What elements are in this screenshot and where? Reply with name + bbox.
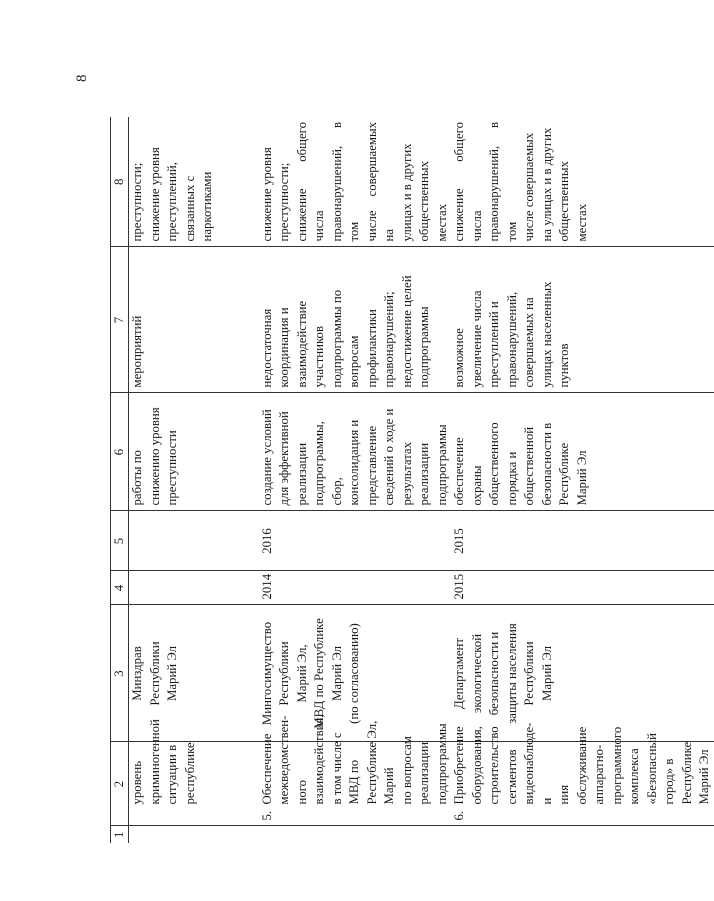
cell-line: для эффективной xyxy=(277,411,291,506)
cell-line: совершаемых на xyxy=(522,297,536,388)
cell-line: реализации xyxy=(294,442,309,506)
cell-indicator-link xyxy=(451,117,714,247)
row-number: 6. xyxy=(452,810,466,821)
cell-line: преступлений, xyxy=(165,162,179,242)
row-number xyxy=(129,805,199,821)
executor-line: МВД по Республике xyxy=(312,618,326,729)
cell-line: в том числе с xyxy=(329,732,344,805)
cell-line: взаимодействия, xyxy=(312,714,326,805)
cell-line: снижению уровня xyxy=(147,407,162,506)
cell-end-year: 2015 xyxy=(451,511,714,571)
cell-line: преступности xyxy=(165,430,179,506)
cell-indicator-link xyxy=(259,117,452,247)
cell-line: снижение общего числа xyxy=(294,122,326,242)
measure-text xyxy=(451,723,714,805)
cell-line: правонарушений; xyxy=(382,291,396,388)
executor-line: Марий Эл xyxy=(165,645,179,702)
cell-line: мероприятий xyxy=(130,315,144,388)
cell-line: охраны xyxy=(469,465,484,506)
header-cell: 6 xyxy=(111,393,129,511)
cell-line: ного xyxy=(294,779,309,805)
cell-line: на улицах и в других xyxy=(539,127,554,242)
cell-index xyxy=(129,826,259,843)
cell-line: правонарушений, в том xyxy=(487,122,519,242)
cell-measure xyxy=(451,722,714,826)
cell-line: преступности; xyxy=(130,162,144,242)
executor-line: Марий Эл, xyxy=(294,644,309,703)
cell-start-year: 2014 xyxy=(259,571,452,605)
executor-line: Мингосимущество xyxy=(259,621,274,726)
cell-line: возможное xyxy=(452,328,466,388)
cell-line: город» в xyxy=(662,758,676,805)
executor-line: Минздрав xyxy=(130,646,144,701)
cell-line: сбор, xyxy=(329,477,344,506)
cell-line: числе совершаемых на xyxy=(364,122,396,242)
cell-line: профилактики xyxy=(364,309,379,388)
cell-line: пунктов xyxy=(557,343,571,388)
executor-line: защиты населения xyxy=(504,623,519,724)
cell-line: снижение уровня xyxy=(259,147,274,242)
header-cell: 5 xyxy=(111,511,129,571)
cell-line: недостаточная xyxy=(259,308,274,388)
cell-line: Республике xyxy=(679,741,694,805)
cell-line: представление xyxy=(364,425,379,506)
cell-line: преступлений и xyxy=(487,301,501,388)
measure-text xyxy=(129,719,199,804)
cell-line: сегментов xyxy=(504,749,519,805)
cell-line: наркотиками xyxy=(200,171,214,242)
cell-index xyxy=(259,826,452,843)
cell-line: обслуживание xyxy=(574,726,589,805)
cell-line: Марий Эл xyxy=(574,450,589,506)
cell-line: улицах населенных xyxy=(539,281,554,388)
table-row xyxy=(259,117,452,843)
cell-line: участников xyxy=(312,326,326,388)
cell-line: МВД по xyxy=(347,759,361,805)
cell-line: видеонаблюде- и xyxy=(522,722,554,805)
cell-line: обеспечение xyxy=(452,437,466,506)
cell-line: общественного xyxy=(487,422,501,506)
cell-line: Марий xyxy=(382,767,396,805)
header-cell: 7 xyxy=(111,247,129,393)
header-cell: 2 xyxy=(111,742,129,826)
executor-line: (по согласованию) xyxy=(347,623,361,724)
cell-expected-result xyxy=(129,393,259,511)
table-row xyxy=(451,117,714,843)
cell-executor xyxy=(451,605,714,742)
cell-line: Приобретение xyxy=(452,726,466,805)
cell-measure xyxy=(129,719,259,826)
cell-consequences xyxy=(129,247,259,393)
cell-line: правонарушений, xyxy=(504,291,519,388)
cell-line: Обеспечение xyxy=(259,733,274,805)
cell-line: результатах xyxy=(399,441,414,506)
cell-line: недостижение целей xyxy=(399,275,414,388)
cell-line: аппаратно- xyxy=(592,744,606,805)
cell-start-year: 2015 xyxy=(451,571,714,605)
header-cell: 4 xyxy=(111,571,129,605)
cell-line: правонарушений, в том xyxy=(329,122,361,242)
executor-line: Департамент xyxy=(452,638,466,709)
cell-line: подпрограммы xyxy=(434,424,449,506)
cell-expected-result xyxy=(451,393,714,511)
cell-measure xyxy=(259,714,452,826)
executor-line: Республики xyxy=(522,641,536,706)
cell-line: Республике xyxy=(557,442,571,506)
cell-line: увеличение числа xyxy=(469,290,484,388)
cell-indicator-link xyxy=(129,117,259,247)
cell-end-year: 2016 xyxy=(259,511,452,571)
cell-line: комплекса xyxy=(627,748,641,805)
table-row xyxy=(129,117,259,843)
cell-consequences xyxy=(451,247,714,393)
cell-line: общественных местах xyxy=(557,161,589,242)
header-cell: 8 xyxy=(111,117,129,247)
executor-line: Республики xyxy=(277,641,291,706)
executor-line: Марий Эл xyxy=(329,645,344,702)
cell-line: подпрограммы xyxy=(417,306,431,388)
row-number: 5. xyxy=(259,810,274,821)
cell-line: «Безопасный xyxy=(644,733,659,805)
cell-line: консолидация и xyxy=(347,419,361,506)
cell-line: улицах и в других xyxy=(399,143,414,242)
cell-line: по вопросам xyxy=(399,736,414,805)
cell-end-year xyxy=(129,511,259,571)
cell-line: оборудования, xyxy=(469,726,484,805)
cell-line: реализации xyxy=(417,741,431,805)
cell-line: создание условий xyxy=(259,409,274,506)
cell-line: криминогенной xyxy=(147,719,162,805)
cell-line: вопросам xyxy=(347,335,361,388)
cell-line: уровень xyxy=(130,760,144,805)
header-row xyxy=(111,117,129,843)
cell-line: общественных местах xyxy=(417,161,449,242)
cell-line: строительство xyxy=(487,726,501,805)
cell-line: республике xyxy=(182,742,197,805)
cell-line: ния xyxy=(557,784,571,805)
header-cell: 1 xyxy=(111,826,129,843)
cell-line: Марий Эл xyxy=(697,749,711,805)
cell-line: межведомствен- xyxy=(277,715,291,805)
cell-line: числе совершаемых xyxy=(522,132,536,242)
executor-line: экологической xyxy=(469,633,484,714)
cell-line: общественной xyxy=(522,426,536,506)
cell-line: программного xyxy=(609,726,624,805)
cell-line: Республике Эл, xyxy=(364,720,379,805)
cell-line: ситуации в xyxy=(165,744,179,805)
executor-line: Марий Эл xyxy=(539,645,554,702)
cell-line: сведений о ходе и xyxy=(382,408,396,506)
executor-line: безопасности и xyxy=(487,631,501,716)
cell-line: подпрограммы xyxy=(434,723,449,805)
cell-line: взаимодействие xyxy=(294,300,309,388)
cell-index xyxy=(451,826,714,843)
cell-line: реализации xyxy=(417,442,431,506)
cell-line: преступности; xyxy=(277,162,291,242)
cell-line: подпрограммы по xyxy=(329,289,344,388)
cell-line: связанных с xyxy=(182,175,197,242)
cell-line: подпрограммы, xyxy=(312,421,326,506)
cell-expected-result xyxy=(259,393,452,511)
cell-start-year xyxy=(129,571,259,605)
measures-table xyxy=(110,117,714,843)
cell-line: порядка и xyxy=(504,451,519,506)
header-cell: 3 xyxy=(111,605,129,742)
cell-line: снижение общего числа xyxy=(452,122,484,242)
measure-text xyxy=(259,714,452,804)
executor-line: Республики xyxy=(147,641,162,706)
cell-line: безопасности в xyxy=(539,422,554,506)
cell-consequences xyxy=(259,247,452,393)
cell-line: работы по xyxy=(130,450,144,506)
cell-line: координация и xyxy=(277,307,291,388)
page-number: 8 xyxy=(74,74,90,82)
cell-line: снижение уровня xyxy=(147,147,162,242)
